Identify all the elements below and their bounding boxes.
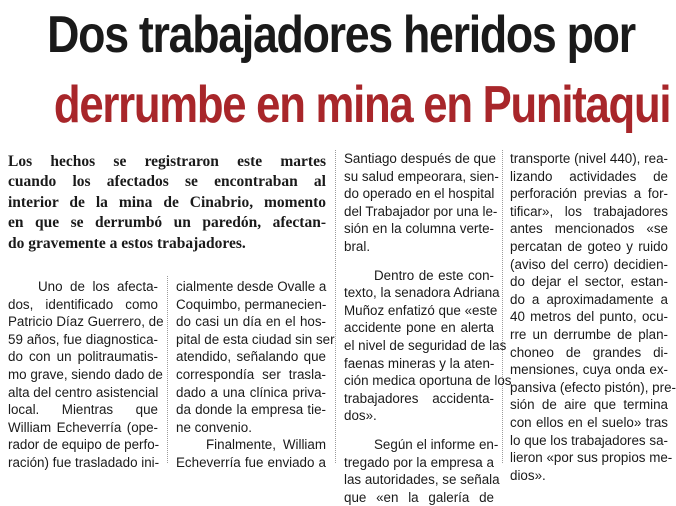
body-column-4 (510, 150, 676, 484)
body-line: local. Mientras que (8, 402, 158, 418)
body-line: texto, la senadora Adriana (344, 285, 500, 301)
column-divider (502, 150, 503, 463)
body-line: William Echeverría (ope- (8, 419, 158, 435)
body-line: rre un derrumbe de plan- (510, 326, 668, 342)
body-line: accidente pone en alerta (344, 320, 494, 336)
body-line: dios». (510, 467, 546, 483)
body-line: ne convenio. (176, 419, 252, 435)
lead-line: en que se derrumbó un paredón, afectan- (8, 214, 326, 232)
body-line: Santiago después de que (344, 151, 496, 166)
lead-line: do gravemente a estos trabajadores. (8, 234, 246, 252)
body-line: tificar», los trabajadores (510, 203, 668, 219)
headline-line-1: Dos trabajadores heridos por (47, 6, 635, 64)
body-line: perforación previas a for- (510, 186, 668, 202)
body-line: las autoridades, se señala (344, 472, 500, 488)
body-line: faenas mineras y la aten- (344, 355, 495, 371)
body-line: ración) fue trasladado ini- (8, 454, 160, 470)
body-line: lizando actividades de (510, 168, 668, 184)
lead-line: Los hechos se registraron este martes (8, 153, 326, 170)
lead-line: cuando los afectados se encontraban al (8, 173, 326, 191)
body-column-3 (344, 150, 512, 506)
body-line: dado a una clínica priva- (176, 384, 326, 400)
body-line: sión en la columna verte- (344, 221, 494, 237)
body-line: Coquimbo, permanecien- (176, 296, 327, 312)
column-divider (335, 150, 336, 463)
body-line: su salud empeorara, sien- (344, 168, 499, 184)
body-line: mensiones, cuya onda ex- (510, 362, 668, 378)
body-line: Dentro de este con- (374, 267, 494, 283)
body-line: transporte (nivel 440), rea- (510, 151, 668, 166)
body-line: atendido, señalando que (176, 349, 326, 365)
body-line: Según el informe en- (374, 436, 499, 452)
body-line: Echeverría fue enviado a (176, 454, 326, 470)
body-line: tregado por la empresa a (344, 454, 494, 470)
body-line: (aviso del cerro) decidien- (510, 256, 668, 272)
body-line: Muñoz enfatizó que «este (344, 302, 498, 318)
body-line: bral. (344, 238, 371, 254)
body-line: con ellos en el suelo» tras (510, 414, 668, 430)
body-column-1 (8, 278, 164, 472)
body-line: do operado en el hospital (344, 186, 495, 202)
body-line: pital de esta ciudad sin ser (176, 331, 335, 347)
body-line: rador de equipo de perfo- (8, 437, 160, 453)
body-line: choneo de grandes di- (510, 344, 668, 360)
body-line: do dejar el sector, estan- (510, 274, 668, 290)
body-line: que «en la galería de (344, 489, 494, 505)
body-line: sión de aire que termina (510, 397, 668, 413)
body-line: alta del centro asistencial (8, 384, 159, 400)
body-line: cialmente desde Ovalle a (176, 279, 327, 294)
body-line: 59 años, fue diagnostica- (8, 331, 158, 347)
body-line: el nivel de seguridad de las (344, 337, 507, 353)
body-line: correspondía ser trasla- (176, 366, 326, 382)
body-line: da donde la empresa tie- (176, 402, 326, 418)
body-line: Uno de los afecta- (38, 279, 158, 294)
lead-line: interior de la mina de Cinabrio, momento (8, 193, 326, 211)
body-line: 40 metros del punto, ocu- (510, 309, 668, 325)
body-line: trabajadores accidenta- (344, 390, 494, 406)
body-line: pansiva (efecto pistón), pre- (510, 379, 676, 395)
body-line: do casi un día en el hos- (176, 314, 326, 330)
body-line: lieron «por sus propios me- (510, 450, 673, 466)
body-line: percatan de goteo y ruido (510, 238, 668, 254)
headline-line-2: derrumbe en mina en Punitaqui (53, 76, 671, 134)
lead-paragraph (8, 152, 326, 254)
body-line: do a aproximadamente a (510, 291, 668, 307)
body-line: antes mencionados «se (510, 221, 668, 237)
body-line: do con un politraumatis- (8, 349, 158, 365)
body-line: dos, identificado como (8, 296, 158, 312)
body-line: Finalmente, William (206, 437, 326, 453)
body-line: dos». (344, 408, 377, 424)
column-divider (167, 276, 168, 463)
body-line: Patricio Díaz Guerrero, de (8, 314, 164, 330)
body-line: del Trabajador por una le- (344, 203, 498, 219)
body-line: ción medica oportuna de los (344, 373, 512, 389)
body-line: mo grave, siendo dado de (8, 366, 163, 382)
body-line: lo que los trabajadores sa- (510, 432, 668, 448)
body-column-2 (176, 278, 335, 472)
